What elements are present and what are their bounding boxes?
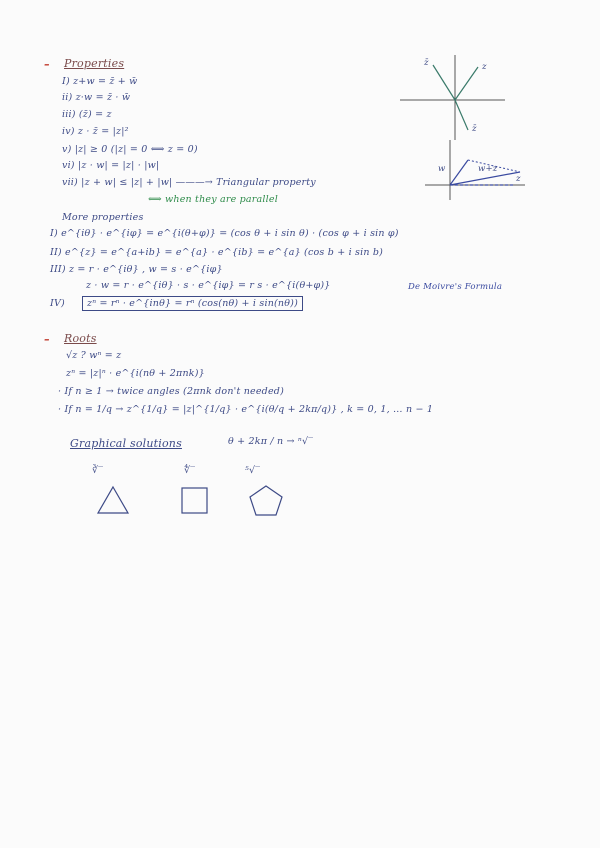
more-properties-heading: More properties	[62, 212, 144, 223]
diagram-label-w: w	[438, 164, 446, 174]
diagram-label-z: z	[516, 174, 521, 184]
property-line-4: iv) z · z̄ = |z|²	[62, 126, 129, 137]
square-shape	[180, 486, 210, 516]
de-moivre-formula: zⁿ = rⁿ · e^{inθ} = rⁿ (cos(nθ) + i sin(nθ))	[82, 296, 303, 311]
property-line-3: iii) (z̄) = z	[62, 109, 112, 120]
property-line-6: vi) |z · w| = |z| · |w|	[62, 160, 160, 171]
fifth-root-label: ⁵√‾	[245, 465, 261, 476]
roots-line-1: √z ? wⁿ = z	[66, 350, 122, 361]
diagram-label-zbar-bottom: z̄	[472, 124, 477, 134]
fourth-root-label: ∜‾	[184, 465, 196, 476]
more-property-line-1: I) e^{iθ} · e^{iφ} = e^{i(θ+φ)} = (cos θ + i sin θ) · (cos φ + i sin φ)	[50, 228, 399, 239]
triangle-shape	[96, 485, 130, 515]
more-property-line-4: z · w = r · e^{iθ} · s · e^{iφ} = r s · e^{i(θ+φ)}	[86, 280, 331, 291]
roots-line-2: zⁿ = |z|ⁿ · e^{i(nθ + 2πnk)}	[66, 368, 205, 379]
pentagon-shape	[248, 484, 284, 518]
roots-heading: Roots	[64, 332, 97, 345]
roots-line-3: · If n ≥ 1 → twice angles (2πnk don't needed)	[58, 386, 284, 397]
dash-marker: –	[44, 58, 50, 71]
more-property-line-5: IV)	[50, 298, 65, 309]
property-line-5: v) |z| ≥ 0 (|z| = 0 ⟺ z = 0)	[62, 144, 198, 155]
de-moivre-label: De Moivre's Formula	[408, 282, 503, 292]
cube-root-label: ∛‾	[92, 465, 104, 476]
property-line-7: vii) |z + w| ≤ |z| + |w| ———→ Triangular property	[62, 177, 316, 188]
triangle-diagram	[420, 140, 530, 205]
more-property-line-2: II) e^{z} = e^{a+ib} = e^{a} · e^{ib} = e^{a} (cos b + i sin b)	[50, 247, 384, 258]
dash-marker-roots: –	[44, 333, 50, 346]
property-line-2: ii) z·w = z̄ · w̄	[62, 92, 131, 103]
diagram-label-zbar-top: z̄	[424, 58, 429, 68]
more-property-line-3: III) z = r · e^{iθ} , w = s · e^{iφ}	[50, 264, 223, 275]
graphical-heading: Graphical solutions	[70, 437, 182, 450]
parallel-note: ⟺ when they are parallel	[148, 194, 278, 205]
diagram-label-wz: w+z	[478, 164, 498, 174]
graphical-formula: θ + 2kπ / n → ⁿ√‾	[228, 436, 314, 447]
conjugate-diagram	[400, 55, 510, 145]
diagram-label-z-top: z	[482, 62, 487, 72]
roots-line-4: · If n = 1/q → z^{1/q} = |z|^{1/q} · e^{i(θ/q + 2kπ/q)} , k = 0, 1, … n − 1	[58, 404, 434, 415]
properties-heading: Properties	[64, 57, 125, 70]
property-line-1: I) z+w = z̄ + w̄	[62, 76, 138, 87]
